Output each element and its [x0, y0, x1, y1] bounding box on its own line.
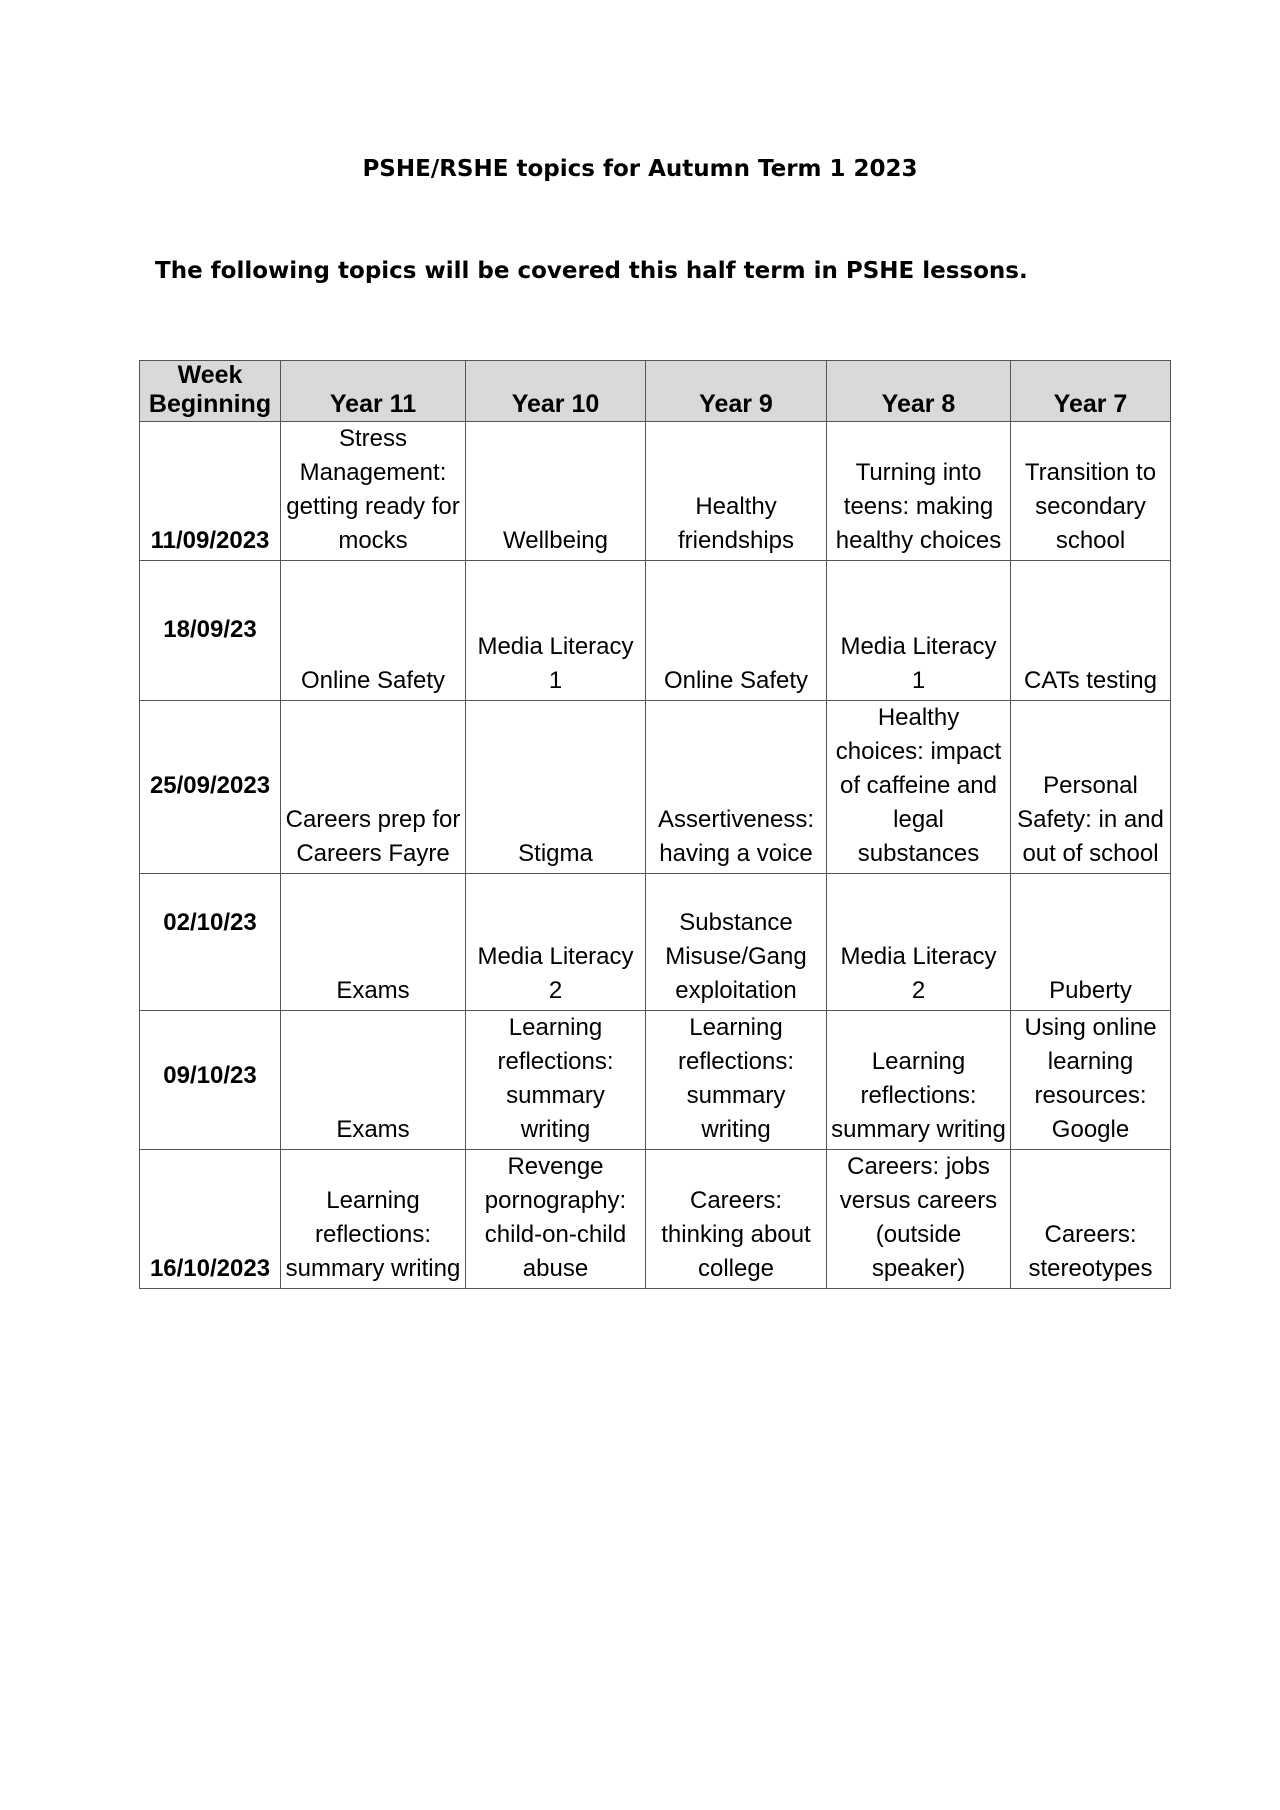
topic-cell: Media Literacy 1 — [827, 561, 1011, 701]
table-row — [140, 701, 1171, 874]
topic-cell: Turning into teens: making healthy choices — [827, 422, 1011, 561]
table-row — [140, 1011, 1171, 1150]
table-header-row — [140, 361, 1171, 422]
topic-cell: Healthy friendships — [646, 422, 827, 561]
topic-cell: Online Safety — [281, 561, 466, 701]
topic-cell: Online Safety — [646, 561, 827, 701]
table-row — [140, 874, 1171, 1011]
week-cell: 25/09/2023 — [140, 701, 281, 874]
topic-cell: Assertiveness: having a voice — [646, 701, 827, 874]
intro-text: The following topics will be covered this half term in PSHE lessons. — [155, 258, 1028, 284]
topic-cell: Careers: stereotypes — [1011, 1150, 1171, 1289]
topic-cell: Personal Safety: in and out of school — [1011, 701, 1171, 874]
header-year-11: Year 11 — [281, 361, 466, 422]
topic-cell: Exams — [281, 1011, 466, 1150]
header-year-8: Year 8 — [827, 361, 1011, 422]
topic-cell: Media Literacy 2 — [827, 874, 1011, 1011]
topic-cell: Learning reflections: summary writing — [281, 1150, 466, 1289]
table-row — [140, 422, 1171, 561]
week-cell: 09/10/23 — [140, 1011, 281, 1150]
topic-cell: Healthy choices: impact of caffeine and legal substances — [827, 701, 1011, 874]
topic-cell: Media Literacy 2 — [466, 874, 646, 1011]
header-year-10: Year 10 — [466, 361, 646, 422]
table-row — [140, 1150, 1171, 1289]
page-title: PSHE/RSHE topics for Autumn Term 1 2023 — [362, 156, 918, 182]
topic-cell: Learning reflections: summary writing — [466, 1011, 646, 1150]
header-year-9: Year 9 — [646, 361, 827, 422]
topic-cell: Using online learning resources: Google — [1011, 1011, 1171, 1150]
week-cell: 16/10/2023 — [140, 1150, 281, 1289]
topic-cell: Media Literacy 1 — [466, 561, 646, 701]
topic-cell: Puberty — [1011, 874, 1171, 1011]
topic-cell: CATs testing — [1011, 561, 1171, 701]
topic-cell: Exams — [281, 874, 466, 1011]
table-row — [140, 561, 1171, 701]
topic-cell: Careers: thinking about college — [646, 1150, 827, 1289]
topic-cell: Wellbeing — [466, 422, 646, 561]
topics-table — [139, 360, 1171, 1289]
week-cell: 11/09/2023 — [140, 422, 281, 561]
topic-cell: Stress Management: getting ready for mocks — [281, 422, 466, 561]
topic-cell: Learning reflections: summary writing — [646, 1011, 827, 1150]
topic-cell: Careers: jobs versus careers (outside speaker) — [827, 1150, 1011, 1289]
header-week-beginning: Week Beginning — [140, 361, 281, 422]
topic-cell: Revenge pornography: child-on-child abuse — [466, 1150, 646, 1289]
topic-cell: Transition to secondary school — [1011, 422, 1171, 561]
week-cell: 18/09/23 — [140, 561, 281, 701]
header-year-7: Year 7 — [1011, 361, 1171, 422]
topic-cell: Careers prep for Careers Fayre — [281, 701, 466, 874]
topic-cell: Substance Misuse/Gang exploitation — [646, 874, 827, 1011]
topic-cell: Learning reflections: summary writing — [827, 1011, 1011, 1150]
week-cell: 02/10/23 — [140, 874, 281, 1011]
topic-cell: Stigma — [466, 701, 646, 874]
